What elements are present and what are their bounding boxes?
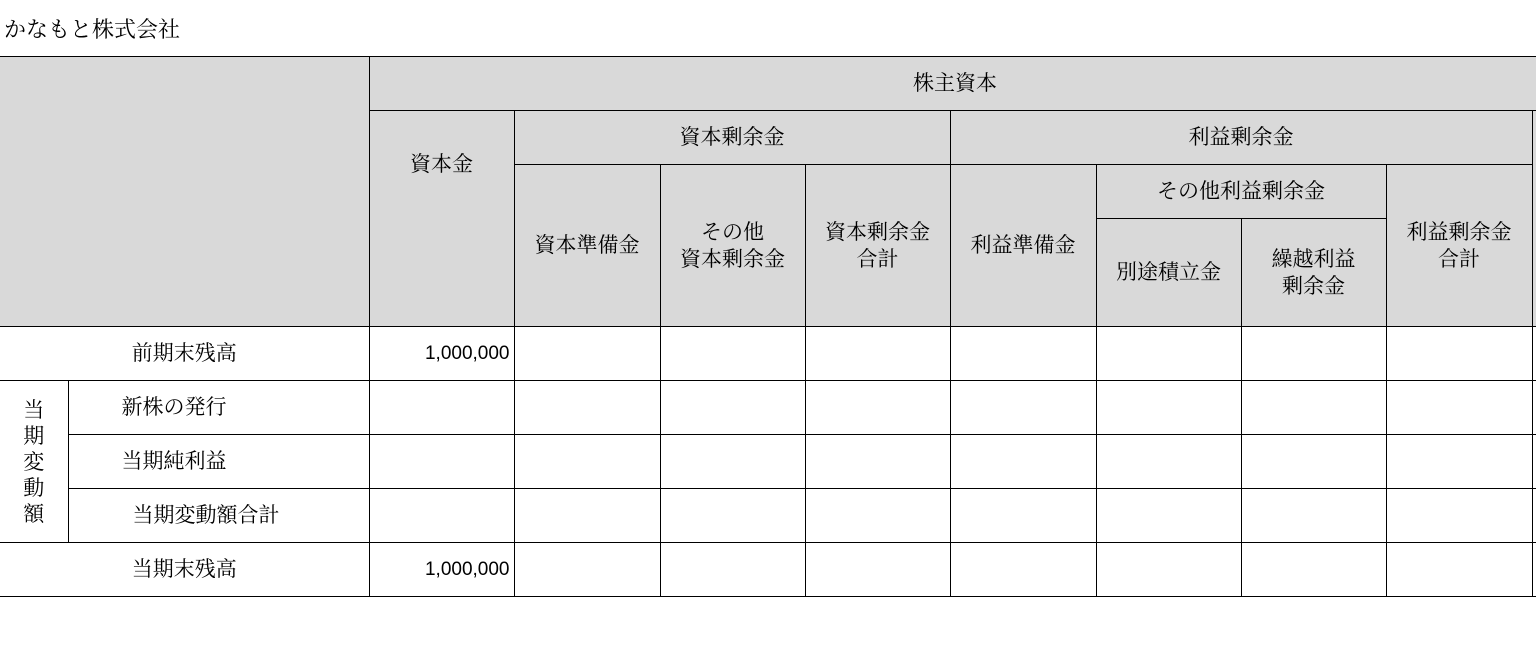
header-capital-stock: 資本金 [369,111,514,327]
cell-total-changes-filler [1532,489,1536,543]
cell-net-income-capital-reserve [514,435,660,489]
cell-issuance-general-reserve [1096,381,1241,435]
cell-issuance-capital-reserve [514,381,660,435]
cell-opening-filler [1532,327,1536,381]
header-corner-cell [0,57,369,327]
changes-group-char-3: 変 [23,449,45,474]
header-retained-earnings-total-line-2: 合計 [1438,246,1480,271]
cell-total-changes-other-capital-surplus [660,489,805,543]
table-row-total-changes [0,489,1536,543]
cell-issuance-capital-surplus-total [805,381,950,435]
cell-issuance-legal-retained-earnings [950,381,1096,435]
cell-closing-capital-reserve [514,543,660,597]
cell-total-changes-retained-earnings-total [1386,489,1532,543]
header-retained-earnings-brought-forward-line-2: 剰余金 [1282,273,1345,298]
cell-total-changes-general-reserve [1096,489,1241,543]
header-row-1 [0,57,1536,111]
cell-net-income-filler [1532,435,1536,489]
header-retained-earnings-total [1386,165,1532,327]
header-retained-earnings-brought-forward-line-1: 繰越利益 [1271,246,1356,271]
cell-total-changes-capital-stock [369,489,514,543]
cell-opening-capital-reserve [514,327,660,381]
cell-opening-retained-brought-forward [1241,327,1386,381]
table-row-opening-balance [0,327,1536,381]
cell-opening-capital-stock: 1,000,000 [369,327,514,381]
changes-group-char-2: 期 [23,423,45,448]
header-other-retained-earnings-group: その他利益剰余金 [1096,165,1386,219]
row-label-closing-balance: 当期末残高 [0,543,369,597]
cell-closing-other-capital-surplus [660,543,805,597]
table-row-issuance [0,381,1536,435]
cell-net-income-legal-retained-earnings [950,435,1096,489]
company-name: かなもと株式会社 [4,18,181,43]
cell-net-income-retained-brought-forward [1241,435,1386,489]
cell-issuance-filler [1532,381,1536,435]
header-retained-earnings-total-line-1: 利益剰余金 [1406,219,1512,244]
header-other-capital-surplus-line-2: 資本剰余金 [680,246,785,271]
cell-net-income-general-reserve [1096,435,1241,489]
cell-total-changes-legal-retained-earnings [950,489,1096,543]
row-label-total-changes: 当期変動額合計 [68,489,369,543]
cell-opening-other-capital-surplus [660,327,805,381]
cell-issuance-capital-stock [369,381,514,435]
header-other-capital-surplus [660,165,805,327]
header-retained-earnings-brought-forward [1241,219,1386,327]
cell-issuance-retained-earnings-total [1386,381,1532,435]
statement-of-changes-in-equity-table [0,56,1536,597]
cell-issuance-retained-brought-forward [1241,381,1386,435]
cell-net-income-capital-surplus-total [805,435,950,489]
cell-total-changes-capital-surplus-total [805,489,950,543]
cell-net-income-retained-earnings-total [1386,435,1532,489]
cell-net-income-capital-stock [369,435,514,489]
cell-total-changes-retained-brought-forward [1241,489,1386,543]
cell-closing-general-reserve [1096,543,1241,597]
header-capital-surplus-total-line-1: 資本剰余金 [825,219,930,244]
cell-closing-legal-retained-earnings [950,543,1096,597]
cell-closing-retained-brought-forward [1241,543,1386,597]
row-label-issuance: 新株の発行 [68,381,369,435]
header-general-reserve: 別途積立金 [1096,219,1241,327]
cell-issuance-other-capital-surplus [660,381,805,435]
cell-closing-capital-stock: 1,000,000 [369,543,514,597]
cell-opening-capital-surplus-total [805,327,950,381]
cell-opening-legal-retained-earnings [950,327,1096,381]
cell-opening-general-reserve [1096,327,1241,381]
changes-group-char-5: 額 [23,501,45,526]
header-capital-surplus-total-line-2: 合計 [856,246,899,271]
header-legal-retained-earnings: 利益準備金 [950,165,1096,327]
cell-total-changes-capital-reserve [514,489,660,543]
header-filler-cell [1532,111,1536,327]
row-label-net-income: 当期純利益 [68,435,369,489]
cell-closing-filler [1532,543,1536,597]
header-capital-surplus-group: 資本剰余金 [514,111,950,165]
row-label-opening-balance: 前期末残高 [0,327,369,381]
changes-group-char-4: 動 [23,475,45,500]
header-retained-earnings-group: 利益剰余金 [950,111,1532,165]
cell-closing-capital-surplus-total [805,543,950,597]
changes-group-char-1: 当 [23,397,45,422]
header-capital-surplus-total [805,165,950,327]
header-capital-reserve: 資本準備金 [514,165,660,327]
cell-closing-retained-earnings-total [1386,543,1532,597]
cell-net-income-other-capital-surplus [660,435,805,489]
header-shareholders-equity: 株主資本 [369,57,1536,111]
cell-opening-retained-earnings-total [1386,327,1532,381]
table-row-net-income [0,435,1536,489]
changes-group-label [0,381,68,543]
table-row-closing-balance [0,543,1536,597]
header-other-capital-surplus-line-1: その他 [701,219,764,244]
